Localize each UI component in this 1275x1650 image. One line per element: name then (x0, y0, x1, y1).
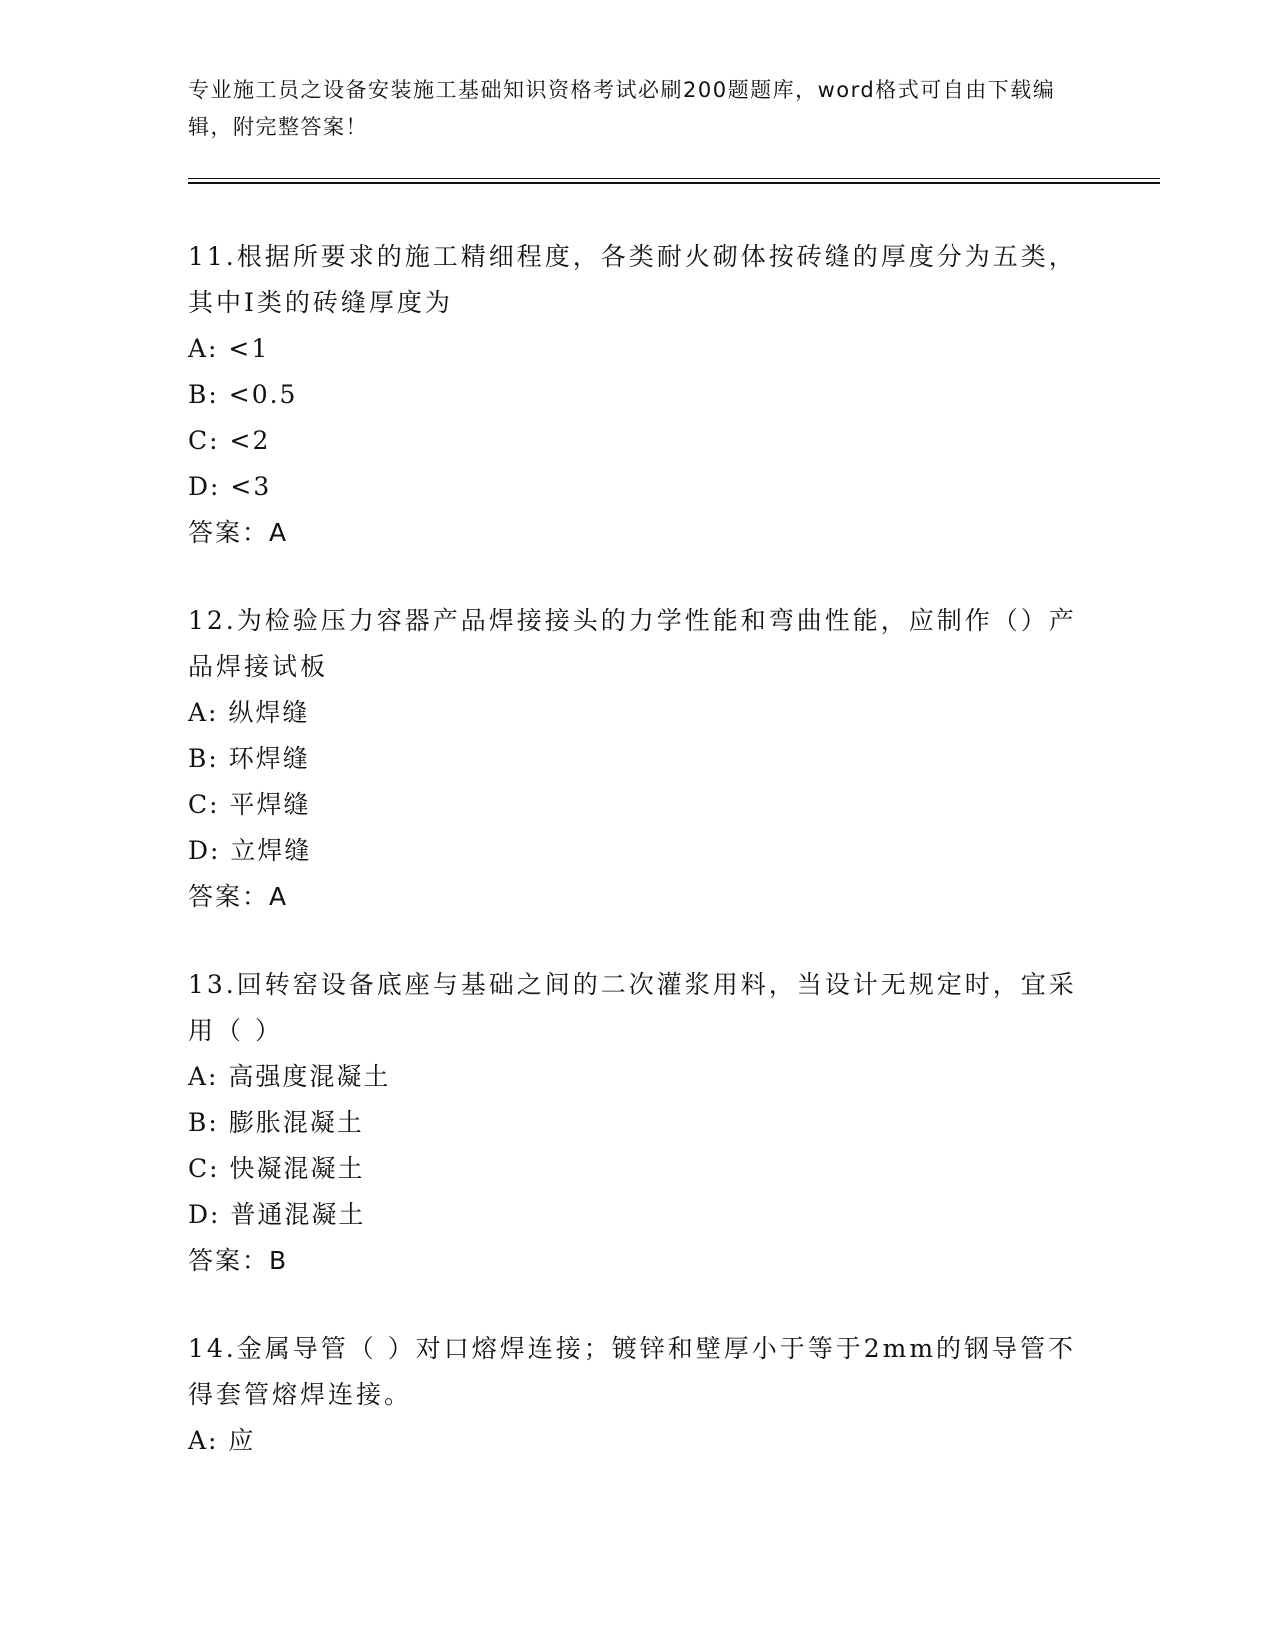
option-a: A: 高强度混凝土 (188, 1062, 391, 1091)
question-13 (188, 962, 1088, 1284)
answer-line: 答案：A (188, 518, 289, 547)
option-a: A: 应 (188, 1426, 256, 1455)
option-c: C: 平焊缝 (188, 790, 311, 819)
document-header (188, 72, 1088, 146)
option-b: B: 环焊缝 (188, 744, 310, 773)
option-b: B: <0.5 (188, 380, 298, 409)
option-d: D: 立焊缝 (188, 836, 312, 865)
question-stem: 12.为检验压力容器产品焊接接头的力学性能和弯曲性能，应制作（）产品焊接试板 (188, 606, 1077, 681)
question-14 (188, 1326, 1088, 1464)
option-b: B: 膨胀混凝土 (188, 1108, 364, 1137)
question-12 (188, 598, 1088, 920)
option-d: D: 普通混凝土 (188, 1200, 366, 1229)
question-stem: 11.根据所要求的施工精细程度，各类耐火砌体按砖缝的厚度分为五类，其中Ⅰ类的砖缝厚度为 (188, 242, 1077, 317)
header-divider (188, 178, 1160, 184)
header-text: 专业施工员之设备安装施工基础知识资格考试必刷200题题库，word格式可自由下载编辑，附完整答案！ (188, 78, 1056, 139)
answer-line: 答案：B (188, 1246, 289, 1275)
option-a: A: 纵焊缝 (188, 698, 310, 727)
question-11 (188, 234, 1088, 556)
option-c: C: <2 (188, 426, 271, 455)
option-c: C: 快凝混凝土 (188, 1154, 365, 1183)
option-d: D: <3 (188, 472, 272, 501)
question-stem: 14.金属导管（ ）对口熔焊连接；镀锌和壁厚小于等于2mm的钢导管不得套管熔焊连接。 (188, 1334, 1077, 1409)
answer-line: 答案：A (188, 882, 289, 911)
option-a: A: <1 (188, 334, 270, 363)
question-stem: 13.回转窑设备底座与基础之间的二次灌浆用料，当设计无规定时，宜采用（ ） (188, 970, 1077, 1045)
